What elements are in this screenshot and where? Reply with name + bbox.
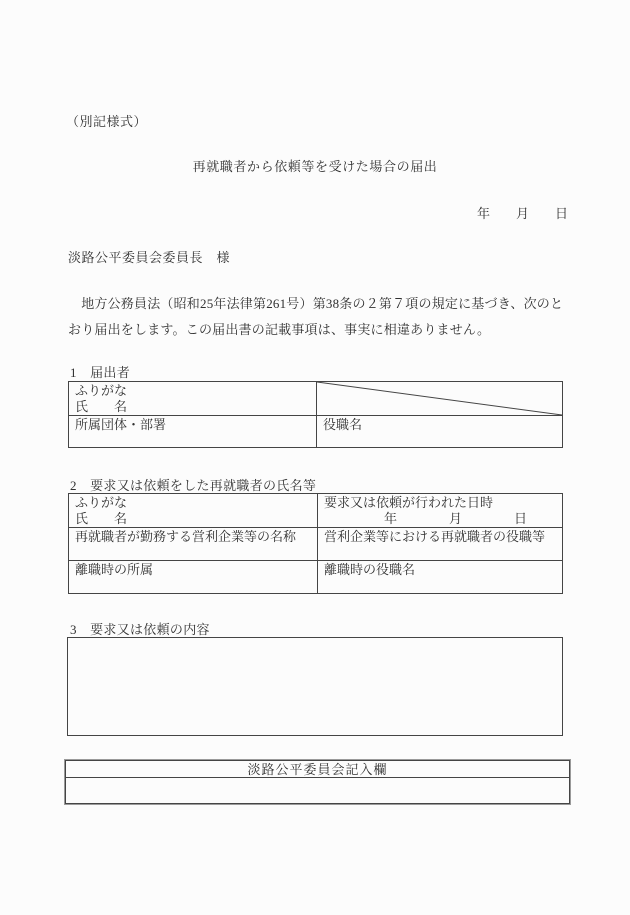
section1-org-cell [69, 416, 317, 448]
section1-heading: 1 届出者 [70, 365, 130, 380]
section2-datetime-label: 要求又は依頼が行われた日時 [324, 495, 494, 510]
section2-position-label: 営利企業等における再就職者の役職等 [324, 529, 546, 544]
section2-position-cell [318, 528, 563, 561]
section1-struck-cell [317, 382, 563, 416]
section2-former-affiliation-cell [69, 561, 318, 594]
section2-furigana-label: ふりがな [75, 495, 128, 510]
table-row [69, 494, 563, 528]
date-line: 年 月 日 [476, 206, 568, 221]
section2-datetime-units: 年 月 日 [384, 511, 528, 526]
section2-company-label: 再就職者が勤務する営利企業等の名称 [75, 529, 297, 544]
section3-content-box [67, 637, 563, 736]
addressee-line: 淡路公平委員会委員長 様 [68, 250, 231, 265]
section2-former-affiliation-label: 離職時の所属 [75, 562, 154, 577]
section2-table [68, 493, 563, 594]
table-row [66, 761, 570, 778]
section1-name-label-cell [69, 382, 317, 416]
office-use-header: 淡路公平委員会記入欄 [66, 761, 570, 778]
section2-company-cell [69, 528, 318, 561]
diagonal-strike-line [317, 382, 562, 415]
form-style-note: （別記様式） [66, 114, 148, 129]
office-use-blank-cell [66, 778, 570, 804]
section1-position-cell [317, 416, 563, 448]
section1-table [68, 381, 563, 448]
section1-position-label: 役職名 [323, 417, 363, 432]
body-paragraph-line2: おり届出をします。この届出書の記載事項は、事実に相違ありません。 [68, 322, 491, 337]
table-row [69, 416, 563, 448]
table-row [69, 528, 563, 561]
section1-org-label: 所属団体・部署 [75, 417, 167, 432]
body-paragraph [68, 291, 568, 343]
section2-name-label-cell [69, 494, 318, 528]
section2-former-position-cell [318, 561, 563, 594]
section1-name-label: 氏 名 [75, 399, 128, 414]
section2-heading: 2 要求又は依頼をした再就職者の氏名等 [70, 478, 317, 493]
table-row [69, 561, 563, 594]
section2-former-position-label: 離職時の役職名 [324, 562, 416, 577]
table-row [69, 382, 563, 416]
office-use-table [65, 760, 570, 804]
section2-name-label: 氏 名 [75, 511, 128, 526]
document-title: 再就職者から依頼等を受けた場合の届出 [192, 159, 438, 174]
body-paragraph-line1: 地方公務員法（昭和25年法律第261号）第38条の２第７項の規定に基づき、次のと [68, 296, 564, 311]
section2-datetime-cell [318, 494, 563, 528]
table-row [66, 778, 570, 804]
section1-furigana-label: ふりがな [75, 383, 128, 398]
section3-heading: 3 要求又は依頼の内容 [70, 622, 210, 637]
